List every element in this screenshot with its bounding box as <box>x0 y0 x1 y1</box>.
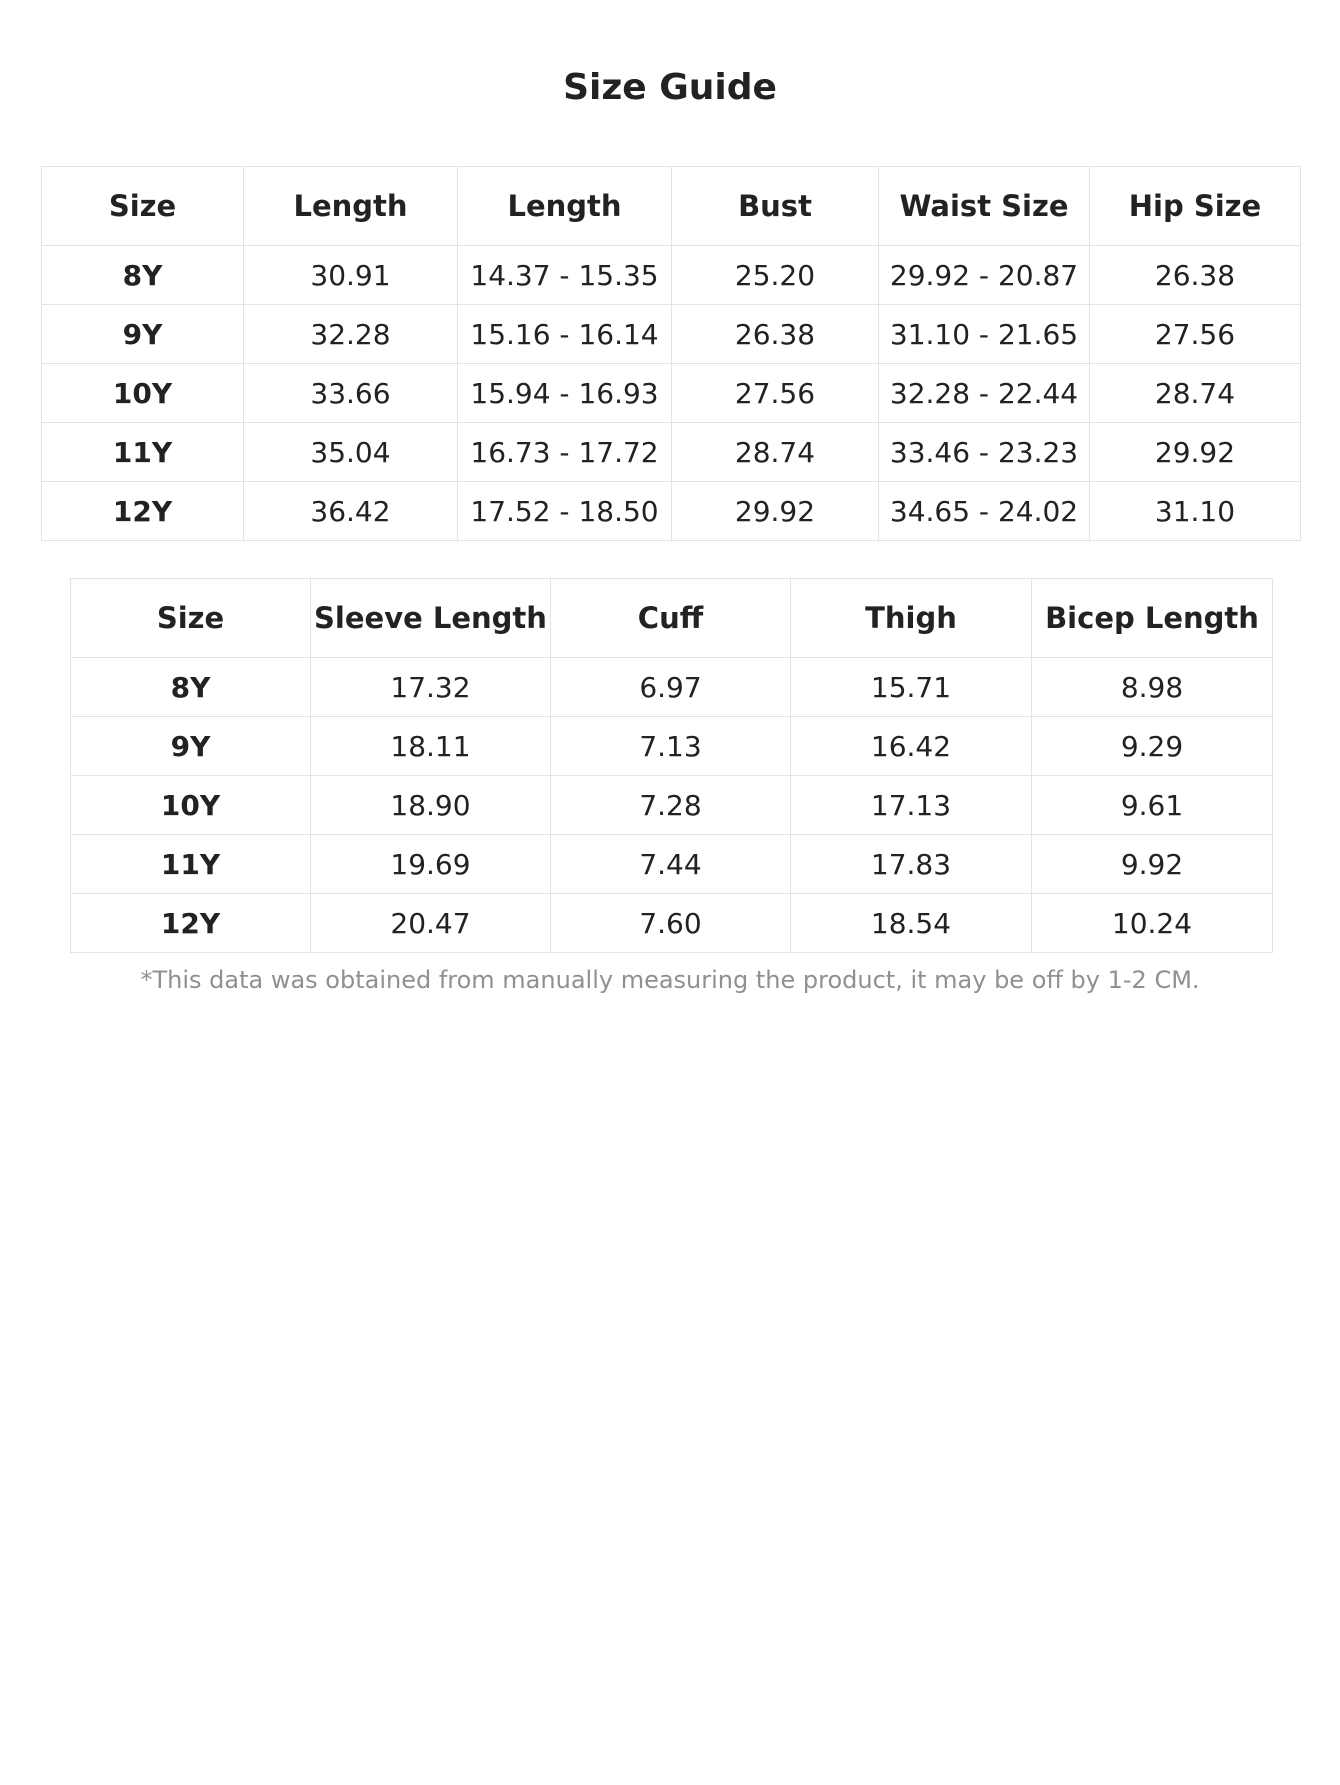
table-cell: 9.61 <box>1032 776 1273 835</box>
table-cell: 17.83 <box>791 835 1032 894</box>
table-cell: 14.37 - 15.35 <box>458 246 672 305</box>
page-title: Size Guide <box>563 67 777 108</box>
table-cell: 29.92 <box>672 482 879 541</box>
table-cell: 16.42 <box>791 717 1032 776</box>
measurement-disclaimer: *This data was obtained from manually measuring the product, it may be off by 1-2 CM. <box>140 966 1200 994</box>
size-cell: 8Y <box>71 658 311 717</box>
table-row <box>71 894 1273 953</box>
table-cell: 18.90 <box>311 776 551 835</box>
table-cell: 6.97 <box>551 658 791 717</box>
column-header: Cuff <box>551 579 791 658</box>
table-cell: 7.44 <box>551 835 791 894</box>
size-table-sleeve <box>70 578 1273 953</box>
table-cell: 9.92 <box>1032 835 1273 894</box>
table-row <box>71 658 1273 717</box>
table-cell: 10.24 <box>1032 894 1273 953</box>
size-cell: 11Y <box>42 423 244 482</box>
table-cell: 8.98 <box>1032 658 1273 717</box>
table-cell: 15.94 - 16.93 <box>458 364 672 423</box>
size-cell: 11Y <box>71 835 311 894</box>
size-cell: 9Y <box>42 305 244 364</box>
column-header: Length <box>458 167 672 246</box>
table-header-row <box>71 579 1273 658</box>
column-header: Size <box>71 579 311 658</box>
table-row <box>42 364 1301 423</box>
table-row <box>42 305 1301 364</box>
table-cell: 17.52 - 18.50 <box>458 482 672 541</box>
size-cell: 12Y <box>71 894 311 953</box>
table-cell: 27.56 <box>672 364 879 423</box>
table-cell: 26.38 <box>1090 246 1301 305</box>
table-cell: 7.28 <box>551 776 791 835</box>
table-cell: 18.11 <box>311 717 551 776</box>
column-header: Length <box>244 167 458 246</box>
table-cell: 17.13 <box>791 776 1032 835</box>
table-cell: 31.10 - 21.65 <box>879 305 1090 364</box>
table-cell: 32.28 - 22.44 <box>879 364 1090 423</box>
table-row <box>71 717 1273 776</box>
column-header: Bust <box>672 167 879 246</box>
column-header: Hip Size <box>1090 167 1301 246</box>
table-cell: 28.74 <box>1090 364 1301 423</box>
table-cell: 29.92 - 20.87 <box>879 246 1090 305</box>
table-cell: 36.42 <box>244 482 458 541</box>
column-header: Waist Size <box>879 167 1090 246</box>
size-cell: 9Y <box>71 717 311 776</box>
table-header-row <box>42 167 1301 246</box>
column-header: Size <box>42 167 244 246</box>
table-cell: 26.38 <box>672 305 879 364</box>
table-cell: 7.60 <box>551 894 791 953</box>
table-cell: 34.65 - 24.02 <box>879 482 1090 541</box>
table-cell: 32.28 <box>244 305 458 364</box>
column-header: Thigh <box>791 579 1032 658</box>
size-cell: 12Y <box>42 482 244 541</box>
table-cell: 31.10 <box>1090 482 1301 541</box>
table-cell: 17.32 <box>311 658 551 717</box>
table-row <box>42 482 1301 541</box>
table-cell: 15.71 <box>791 658 1032 717</box>
size-cell: 10Y <box>42 364 244 423</box>
size-table-measurements <box>41 166 1301 541</box>
table-cell: 30.91 <box>244 246 458 305</box>
column-header: Bicep Length <box>1032 579 1273 658</box>
table-cell: 28.74 <box>672 423 879 482</box>
table-cell: 20.47 <box>311 894 551 953</box>
table-cell: 19.69 <box>311 835 551 894</box>
table-cell: 25.20 <box>672 246 879 305</box>
size-cell: 10Y <box>71 776 311 835</box>
table-cell: 15.16 - 16.14 <box>458 305 672 364</box>
table-cell: 9.29 <box>1032 717 1273 776</box>
table-row <box>71 776 1273 835</box>
table-cell: 35.04 <box>244 423 458 482</box>
table-cell: 7.13 <box>551 717 791 776</box>
column-header: Sleeve Length <box>311 579 551 658</box>
table-cell: 18.54 <box>791 894 1032 953</box>
table-cell: 33.46 - 23.23 <box>879 423 1090 482</box>
table-row <box>42 423 1301 482</box>
table-row <box>42 246 1301 305</box>
table-cell: 33.66 <box>244 364 458 423</box>
table-row <box>71 835 1273 894</box>
table-cell: 27.56 <box>1090 305 1301 364</box>
table-cell: 29.92 <box>1090 423 1301 482</box>
table-cell: 16.73 - 17.72 <box>458 423 672 482</box>
size-cell: 8Y <box>42 246 244 305</box>
